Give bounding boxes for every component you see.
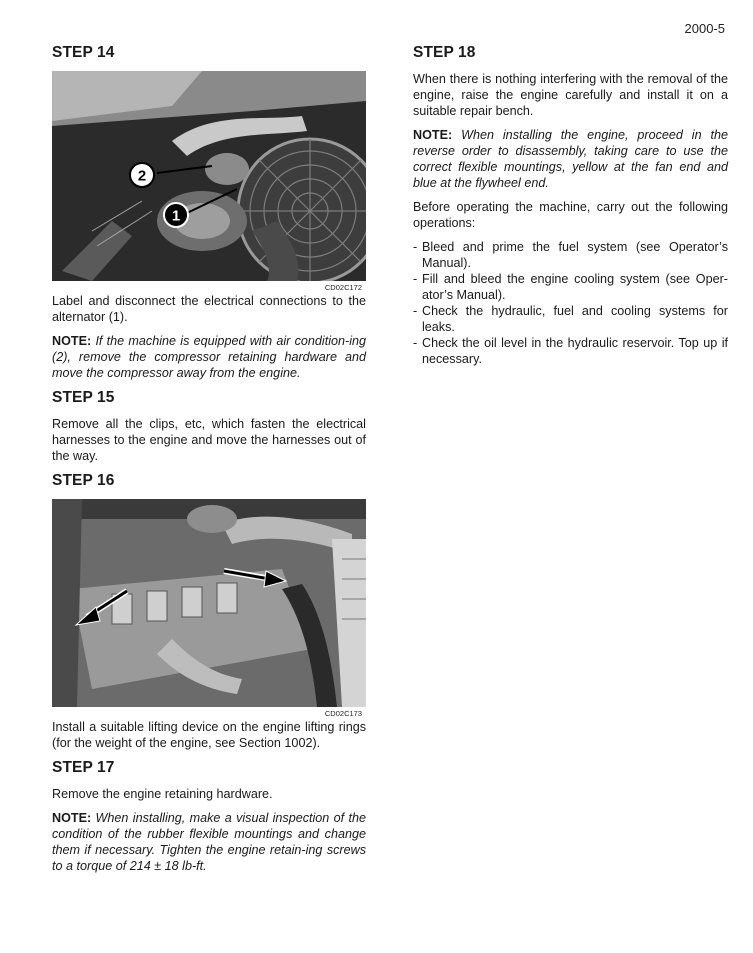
- step-14-note: [52, 333, 366, 381]
- engine-lifting-rings-photo: [52, 499, 366, 707]
- step-17-note-label: NOTE:: [52, 811, 92, 825]
- list-item: - Check the hydraulic, fuel and cooling systems for leaks.: [413, 304, 728, 334]
- list-item: - Bleed and prime the fuel system (see Operator’s Manual).: [413, 240, 728, 270]
- step-14-note-label: NOTE:: [52, 334, 92, 348]
- step-16-text: Install a suitable lifting device on the engine lifting rings (for the weight of the engine, see Section 1002).: [52, 720, 366, 750]
- step-16-figure: [52, 499, 366, 719]
- callout-1-label: 1: [171, 207, 181, 225]
- callout-2-label: 2: [137, 167, 147, 185]
- figure-code-cd02c173: CD02C173: [324, 709, 362, 718]
- right-column: [413, 44, 728, 367]
- step-14-heading: STEP 14: [52, 44, 115, 61]
- step-14-note-text: If the machine is equipped with air condition-ing (2), remove the compressor retaining hardware and move the compressor away from the engine.: [52, 334, 366, 380]
- figure-code-cd02c172: CD02C172: [324, 283, 362, 292]
- step-18-note: [413, 127, 728, 191]
- operations-list: [413, 239, 728, 367]
- step-17-note: [52, 810, 366, 874]
- engine-alternator-photo: [52, 71, 366, 281]
- list-item: - Check the oil level in the hydraulic reservoir. Top up if necessary.: [413, 336, 728, 366]
- step-18-text: When there is nothing interfering with the removal of the engine, raise the engine carefully and install it on a suitable repair bench.: [413, 72, 728, 118]
- step-15-heading: STEP 15: [52, 389, 115, 406]
- step-17-note-text: When installing, make a visual inspection of the condition of the rubber flexible mountings and change them if necessary. Tighten the engine retain-ing screws to a torque of 214 ± 18 lb-ft.: [52, 811, 366, 873]
- list-item: - Fill and bleed the engine cooling system (see Oper-ator’s Manual).: [413, 272, 728, 302]
- left-column: [52, 44, 366, 882]
- step-18-note-text: When installing the engine, proceed in the reverse order to disassembly, taking care to use the correct flexible mountings, yellow at the fan end and blue at the flywheel end.: [413, 128, 729, 190]
- step-14-text: Label and disconnect the electrical connections to the alternator (1).: [52, 294, 366, 324]
- step-17-heading: STEP 17: [52, 759, 115, 776]
- step-18-note-label: NOTE:: [413, 128, 453, 142]
- step-14-figure: [52, 71, 366, 293]
- step-18-heading: STEP 18: [413, 44, 476, 61]
- step-17-text: Remove the engine retaining hardware.: [52, 787, 273, 801]
- step-16-heading: STEP 16: [52, 472, 115, 489]
- page-number: 2000-5: [684, 21, 725, 36]
- step-18-intro: Before operating the machine, carry out the following operations:: [413, 200, 728, 230]
- step-15-text: Remove all the clips, etc, which fasten the electrical harnesses to the engine and move the harnesses out of the way.: [52, 417, 366, 463]
